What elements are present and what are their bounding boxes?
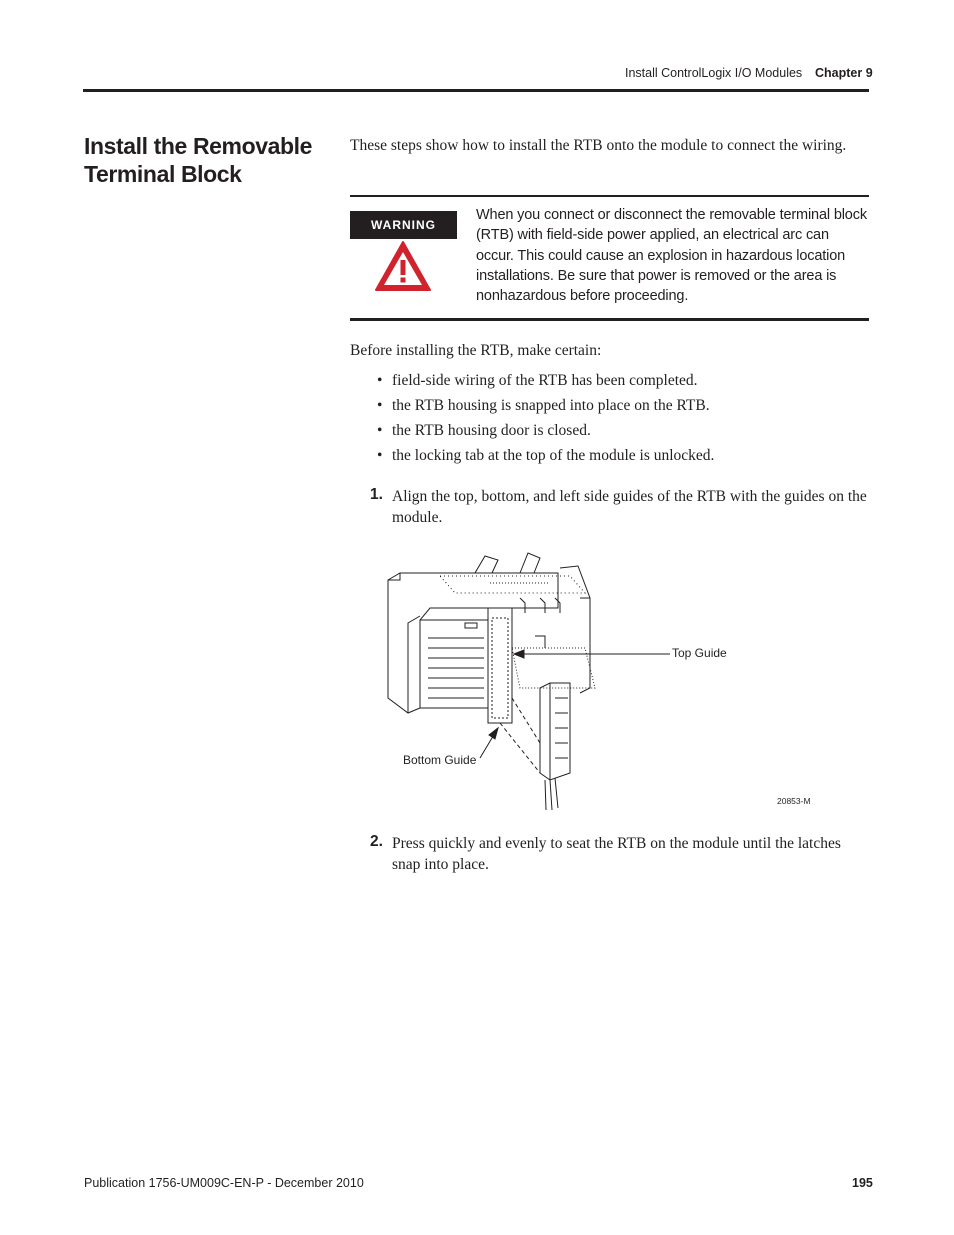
running-header-section: Install ControlLogix I/O Modules [625,66,803,80]
warning-message: When you connect or disconnect the removable terminal block (RTB) with field-side power applied, an electrical arc can occur. This could cause an explosion in hazardous location installations. Be sure that power is removed or the area is nonhazardous before proceeding. [476,207,867,305]
section-title: Install the Removable Terminal Block [84,133,313,187]
checklist-intro: Before installing the RTB, make certain: [350,342,602,359]
page-number: 195 [852,1176,873,1190]
bottom-guide-label: Bottom Guide [403,753,477,767]
warning-bottom-rule [350,318,869,321]
warning-triangle-icon [374,240,432,292]
warning-top-rule [350,195,869,197]
top-guide-label: Top Guide [672,646,727,660]
prerequisite-list [380,370,870,470]
step-1-text: Align the top, bottom, and left side guides of the RTB with the guides on the module. [392,488,867,526]
figure-number: 20853-M [777,796,811,806]
running-header-chapter: Chapter 9 [815,66,873,80]
intro-paragraph: These steps show how to install the RTB onto the module to connect the wiring. [350,137,847,154]
footer-publication: Publication 1756-UM009C-EN-P - December 2010 [84,1176,364,1190]
header-divider [83,89,869,92]
step-2-text: Press quickly and evenly to seat the RTB on the module until the latches snap into place. [392,835,841,873]
step-1-number: 1. [370,486,383,503]
warning-badge: WARNING [350,211,457,239]
rtb-installation-diagram [380,548,820,818]
list-item: • field-side wiring of the RTB has been completed. [380,370,870,391]
list-item: • the RTB housing is snapped into place on the RTB. [380,395,870,416]
list-item: • the locking tab at the top of the module is unlocked. [380,445,870,466]
list-item: • the RTB housing door is closed. [380,420,870,441]
step-2-number: 2. [370,833,383,850]
